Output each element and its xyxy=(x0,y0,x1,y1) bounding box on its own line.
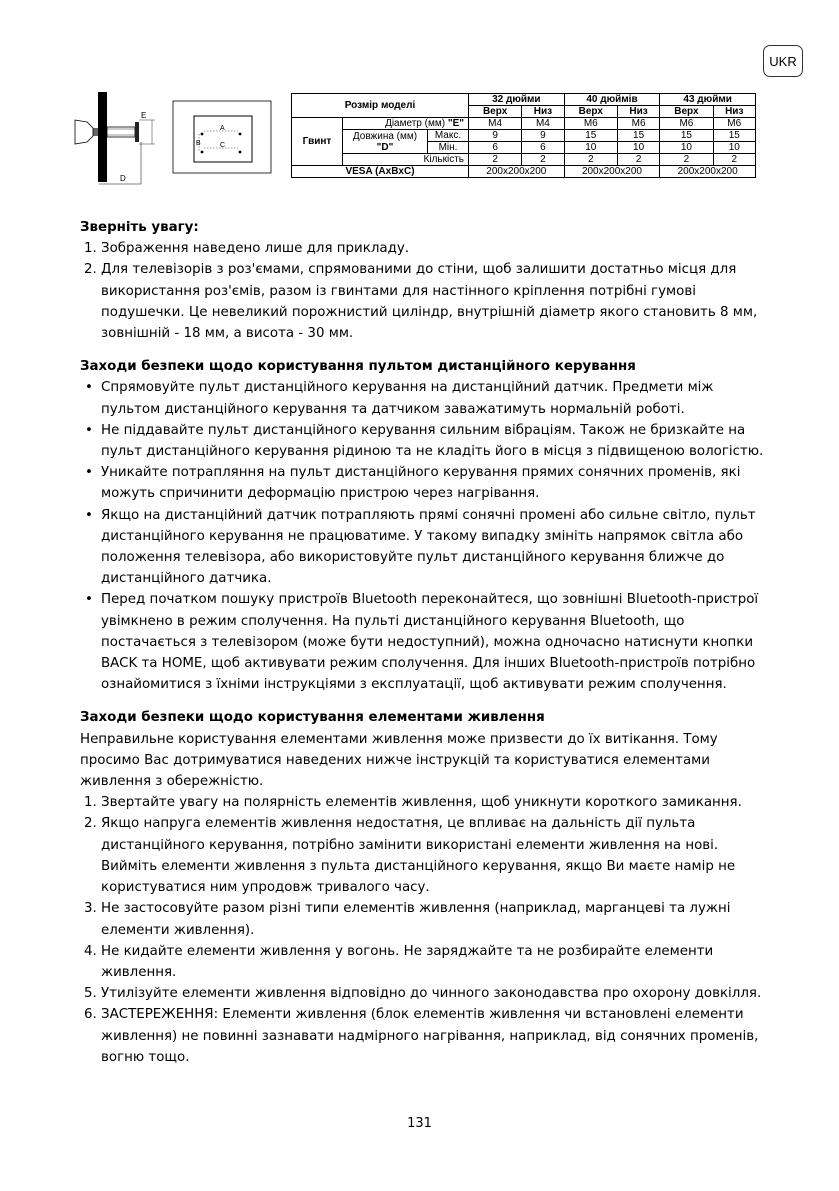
remote-safety-title: Заходи безпеки щодо користування пультом дистанційного керування xyxy=(80,359,636,375)
list-item: 5. Утилізуйте елементи живлення відповідно до чинного законодавства про охорону довкілля. xyxy=(101,983,770,1004)
table-cell: 2 xyxy=(522,154,564,166)
top-header: Верх xyxy=(564,106,617,118)
note-list xyxy=(80,238,770,344)
size-header: 40 дюймів xyxy=(564,94,660,106)
table-cell: M6 xyxy=(564,118,617,130)
size-header: 43 дюйми xyxy=(660,94,756,106)
quantity-label: Кількість xyxy=(343,154,469,166)
min-label: Мін. xyxy=(428,142,469,154)
tv-panel-shape xyxy=(98,92,107,182)
screw-label: Гвинт xyxy=(292,118,343,166)
table-cell: 10 xyxy=(564,142,617,154)
table-cell: 200x200x200 xyxy=(660,166,756,178)
label-a: A xyxy=(220,125,225,132)
table-cell: 6 xyxy=(522,142,564,154)
top-header: Верх xyxy=(469,106,522,118)
battery-intro: Неправильне користування елементами живлення може призвести до їх витікання. Тому просимо Вас дотримуватися наведених нижче інструкцій та користуватися елементами живлення з обережністю. xyxy=(80,731,718,790)
table-cell: 6 xyxy=(469,142,522,154)
table-cell: M4 xyxy=(469,118,522,130)
label-b: B xyxy=(196,140,201,147)
list-item: 1. Звертайте увагу на полярність елементів живлення, щоб уникнути короткого замикання. xyxy=(101,792,770,813)
label-e: E xyxy=(141,111,147,120)
diameter-label: Діаметр (мм) "E" xyxy=(343,118,469,130)
table-cell: 9 xyxy=(469,130,522,142)
bracket-shape xyxy=(75,120,93,144)
table-cell: 15 xyxy=(713,130,755,142)
language-badge: UKR xyxy=(763,45,803,77)
vesa-pattern-diagram xyxy=(172,100,272,180)
table-cell: 10 xyxy=(660,142,713,154)
length-label: Довжина (мм) "D" xyxy=(343,130,428,154)
table-cell: M6 xyxy=(617,118,659,130)
list-item: • Не піддавайте пульт дистанційного керування сильним вібраціям. Також не бризкайте на пульт дистанційного керування рідиною та не кладіть його в місця з підвищеною вологістю. xyxy=(101,420,770,462)
table-cell: 10 xyxy=(713,142,755,154)
table-cell: M6 xyxy=(660,118,713,130)
label-d: D xyxy=(120,174,126,183)
screw-mount-diagram xyxy=(65,92,165,187)
model-size-header: Розмір моделі xyxy=(292,94,469,118)
list-item: • Якщо на дистанційний датчик потрапляють прямі сонячні промені або сильне світло, пульт дистанційного керування не працюватиме. У такому випадку змініть напрямок світла або положення телевізора, або використовуйте пульт дистанційного керування ближче до дистанційного датчика. xyxy=(101,505,770,590)
mounting-spec-table xyxy=(291,93,756,178)
bottom-header: Низ xyxy=(617,106,659,118)
list-item: • Уникайте потрапляння на пульт дистанційного керування прямих сонячних променів, які можуть спричинити деформацію пристрою через нагрівання. xyxy=(101,462,770,504)
screw-shaft xyxy=(107,127,135,137)
list-item: 1. Зображення наведено лише для прикладу. xyxy=(101,238,770,259)
list-item: • Спрямовуйте пульт дистанційного керування на дистанційний датчик. Предмети між пультом дистанційного керування та датчиком заважатимуть нормальній роботі. xyxy=(101,377,770,419)
table-cell: 200x200x200 xyxy=(564,166,660,178)
battery-safety-title: Заходи безпеки щодо користування елементами живлення xyxy=(80,710,545,726)
list-item: 4. Не кидайте елементи живлення у вогонь. Не заряджайте та не розбирайте елементи живлення. xyxy=(101,941,770,983)
table-cell: 10 xyxy=(617,142,659,154)
label-c: C xyxy=(220,142,226,149)
table-cell: M6 xyxy=(713,118,755,130)
table-cell: 15 xyxy=(617,130,659,142)
table-cell: 15 xyxy=(564,130,617,142)
bottom-header: Низ xyxy=(713,106,755,118)
list-item: 3. Не застосовуйте разом різні типи елементів живлення (наприклад, марганцеві та лужні елементи живлення). xyxy=(101,898,770,940)
table-cell: 2 xyxy=(469,154,522,166)
battery-safety-list xyxy=(80,792,770,1068)
table-cell: 2 xyxy=(617,154,659,166)
table-cell: 2 xyxy=(713,154,755,166)
note-title: Зверніть увагу: xyxy=(80,220,199,235)
list-item: • Перед початком пошуку пристроїв Bluetooth переконайтеся, що зовнішні Bluetooth-пристрої увімкнено в режим сполучення. На пульті дистанційного керування Bluetooth, що постачається з телевізором (може бути недоступний), можна одночасно натиснути кнопки BACK та HOME, щоб активувати режим сполучення. Для інших Bluetooth-пристроїв потрібно ознайомитися з їхніми інструкціями з експлуатації, щоб активувати режим сполучення. xyxy=(101,589,770,695)
main-content xyxy=(80,217,770,1068)
vesa-label: VESA (AxBxC) xyxy=(292,166,469,178)
bottom-header: Низ xyxy=(522,106,564,118)
list-item: 6. ЗАСТЕРЕЖЕННЯ: Елементи живлення (блок елементів живлення чи встановлені елементи живлення) не повинні зазнавати надмірного нагрівання, наприклад, від сонячних променів, вогню тощо. xyxy=(101,1004,770,1068)
table-cell: 200x200x200 xyxy=(469,166,565,178)
max-label: Макс. xyxy=(428,130,469,142)
size-header: 32 дюйми xyxy=(469,94,565,106)
list-item: 2. Для телевізорів з роз'ємами, спрямованими до стіни, щоб залишити достатньо місця для використання роз'ємів, разом із гвинтами для настінного кріплення потрібні гумові подушечки. Це невеликий порожнистий циліндр, внутрішній діаметр якого становить 8 мм, зовнішній - 18 мм, а висота - 30 мм. xyxy=(101,259,770,344)
table-cell: 2 xyxy=(564,154,617,166)
table-cell: 2 xyxy=(660,154,713,166)
table-cell: 15 xyxy=(660,130,713,142)
top-header: Верх xyxy=(660,106,713,118)
table-cell: 9 xyxy=(522,130,564,142)
table-cell: M4 xyxy=(522,118,564,130)
remote-safety-list xyxy=(80,377,770,695)
list-item: 2. Якщо напруга елементів живлення недостатня, це впливає на дальність дії пульта дистанційного керування, потрібно замінити використані елементи живлення на нові. Вийміть елементи живлення з пульта дистанційного керування, якщо Ви маєте намір не користуватися ним упродовж тривалого часу. xyxy=(101,813,770,898)
page-number: 131 xyxy=(407,1116,432,1131)
